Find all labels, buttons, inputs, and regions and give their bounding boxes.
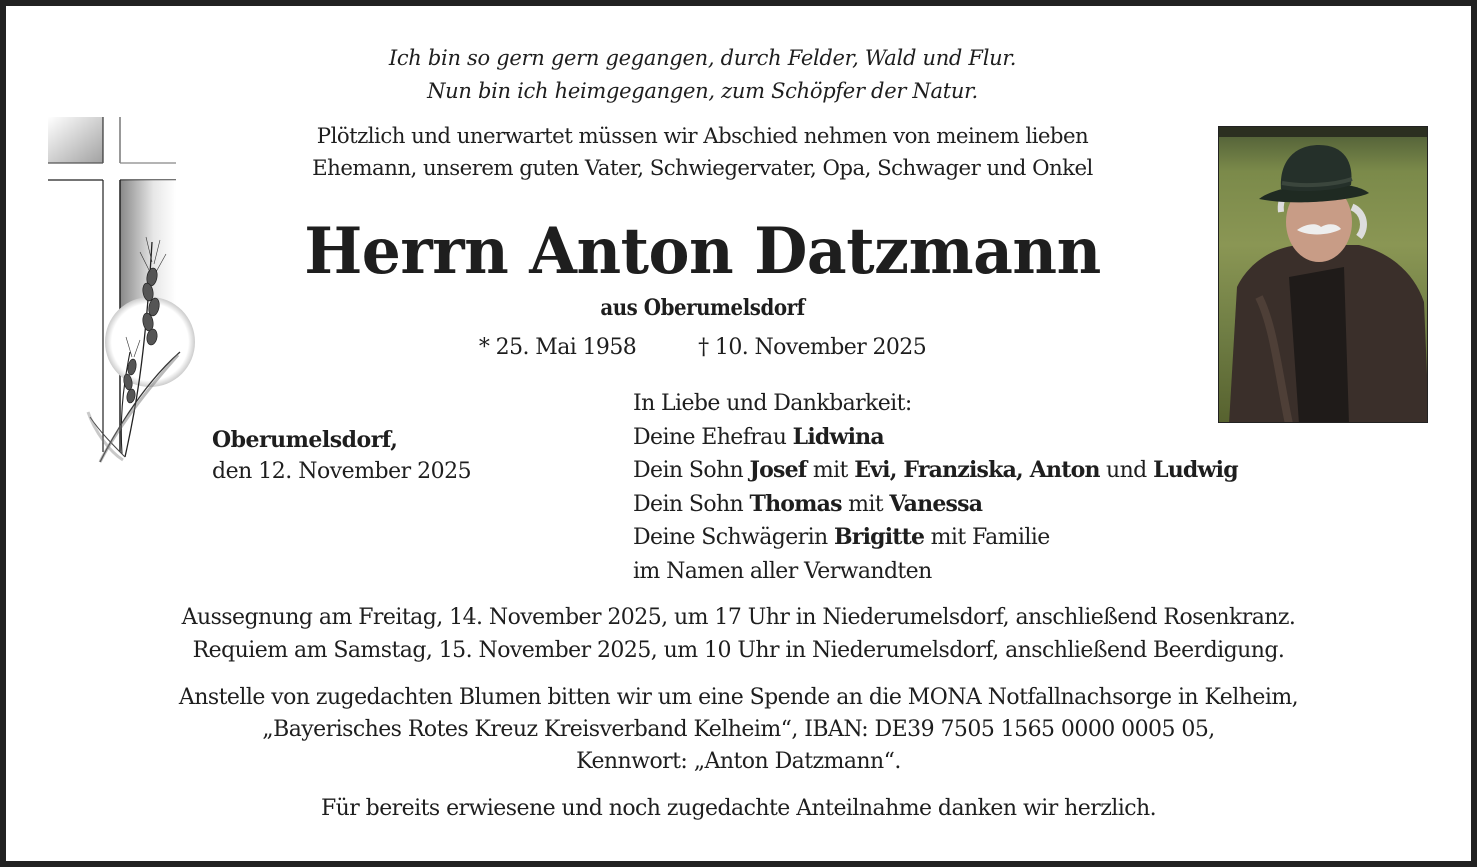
connector: und [1099, 458, 1154, 483]
notice-date: den 12. November 2025 [212, 459, 472, 484]
service-line: Requiem am Samstag, 15. November 2025, um 10 Uhr in Niederumelsdorf, anschließend Beerdigung. [192, 638, 1285, 663]
donation-line: Anstelle von zugedachten Blumen bitten wir um eine Spende an die MONA Notfallnachsorge in Kelheim, [178, 685, 1299, 710]
poem [0, 42, 1405, 108]
intro-line: Ehemann, unserem guten Vater, Schwiegervater, Opa, Schwager und Onkel [312, 156, 1093, 181]
deceased-name: Herrn Anton Datzmann [304, 214, 1101, 289]
mourner-son-2 [633, 488, 1238, 522]
mourners-list [633, 387, 1238, 588]
donation-request [20, 682, 1457, 778]
poem-line: Nun bin ich heimgegangen, zum Schöpfer der Natur. [427, 79, 978, 103]
donation-line: „Bayerisches Rotes Kreuz Kreisverband Kelheim“, IBAN: DE39 7505 1565 0000 0005 05, [262, 717, 1215, 742]
intro-text [210, 121, 1195, 185]
relation-label: Deine Ehefrau [633, 424, 793, 450]
death-date: † 10. November 2025 [698, 335, 927, 360]
service-details [20, 601, 1457, 667]
intro-line: Plötzlich und unerwartet müssen wir Abschied nehmen von meinem lieben [316, 124, 1089, 149]
place: Oberumelsdorf, [212, 427, 398, 453]
birth-date: * 25. Mai 1958 [478, 335, 637, 360]
mourner-name: Thomas [749, 490, 842, 517]
mourner-son-1 [633, 454, 1238, 488]
relation-label: Dein Sohn [633, 491, 750, 517]
mourner-name: Josef [749, 457, 807, 483]
mourners-heading: In Liebe und Dankbarkeit: [633, 391, 912, 416]
connector: mit [841, 491, 890, 517]
donation-line: Kennwort: „Anton Datzmann“. [576, 749, 901, 774]
mourner-sister-in-law [633, 521, 1238, 555]
relation-label: Dein Sohn [633, 458, 750, 483]
mourner-name: Lidwina [792, 423, 884, 450]
life-dates [205, 333, 1200, 363]
portrait-photo [1218, 126, 1428, 423]
deceased-origin: aus Oberumelsdorf [600, 295, 805, 321]
connector: mit [806, 458, 855, 483]
mourner-name: Vanessa [889, 490, 983, 517]
place-and-date [212, 424, 471, 488]
thanks-text: Für bereits erwiesene und noch zugedachte Anteilnahme danken wir herzlich. [320, 796, 1157, 821]
mourners-closing: im Namen aller Verwandten [633, 558, 932, 584]
cross-with-wheat-icon [40, 112, 200, 472]
relation-label: Deine Schwägerin [633, 525, 835, 550]
mourner-wife [633, 421, 1238, 455]
mourner-name: Ludwig [1153, 457, 1238, 483]
relation-suffix: mit Familie [924, 525, 1050, 550]
mourner-name: Evi, Franziska, Anton [854, 457, 1100, 483]
mourner-name: Brigitte [834, 524, 925, 550]
poem-line: Ich bin so gern gern gegangen, durch Felder, Wald und Flur. [388, 46, 1017, 70]
service-line: Aussegnung am Freitag, 14. November 2025, um 17 Uhr in Niederumelsdorf, anschließend Rosenkranz. [181, 605, 1296, 630]
